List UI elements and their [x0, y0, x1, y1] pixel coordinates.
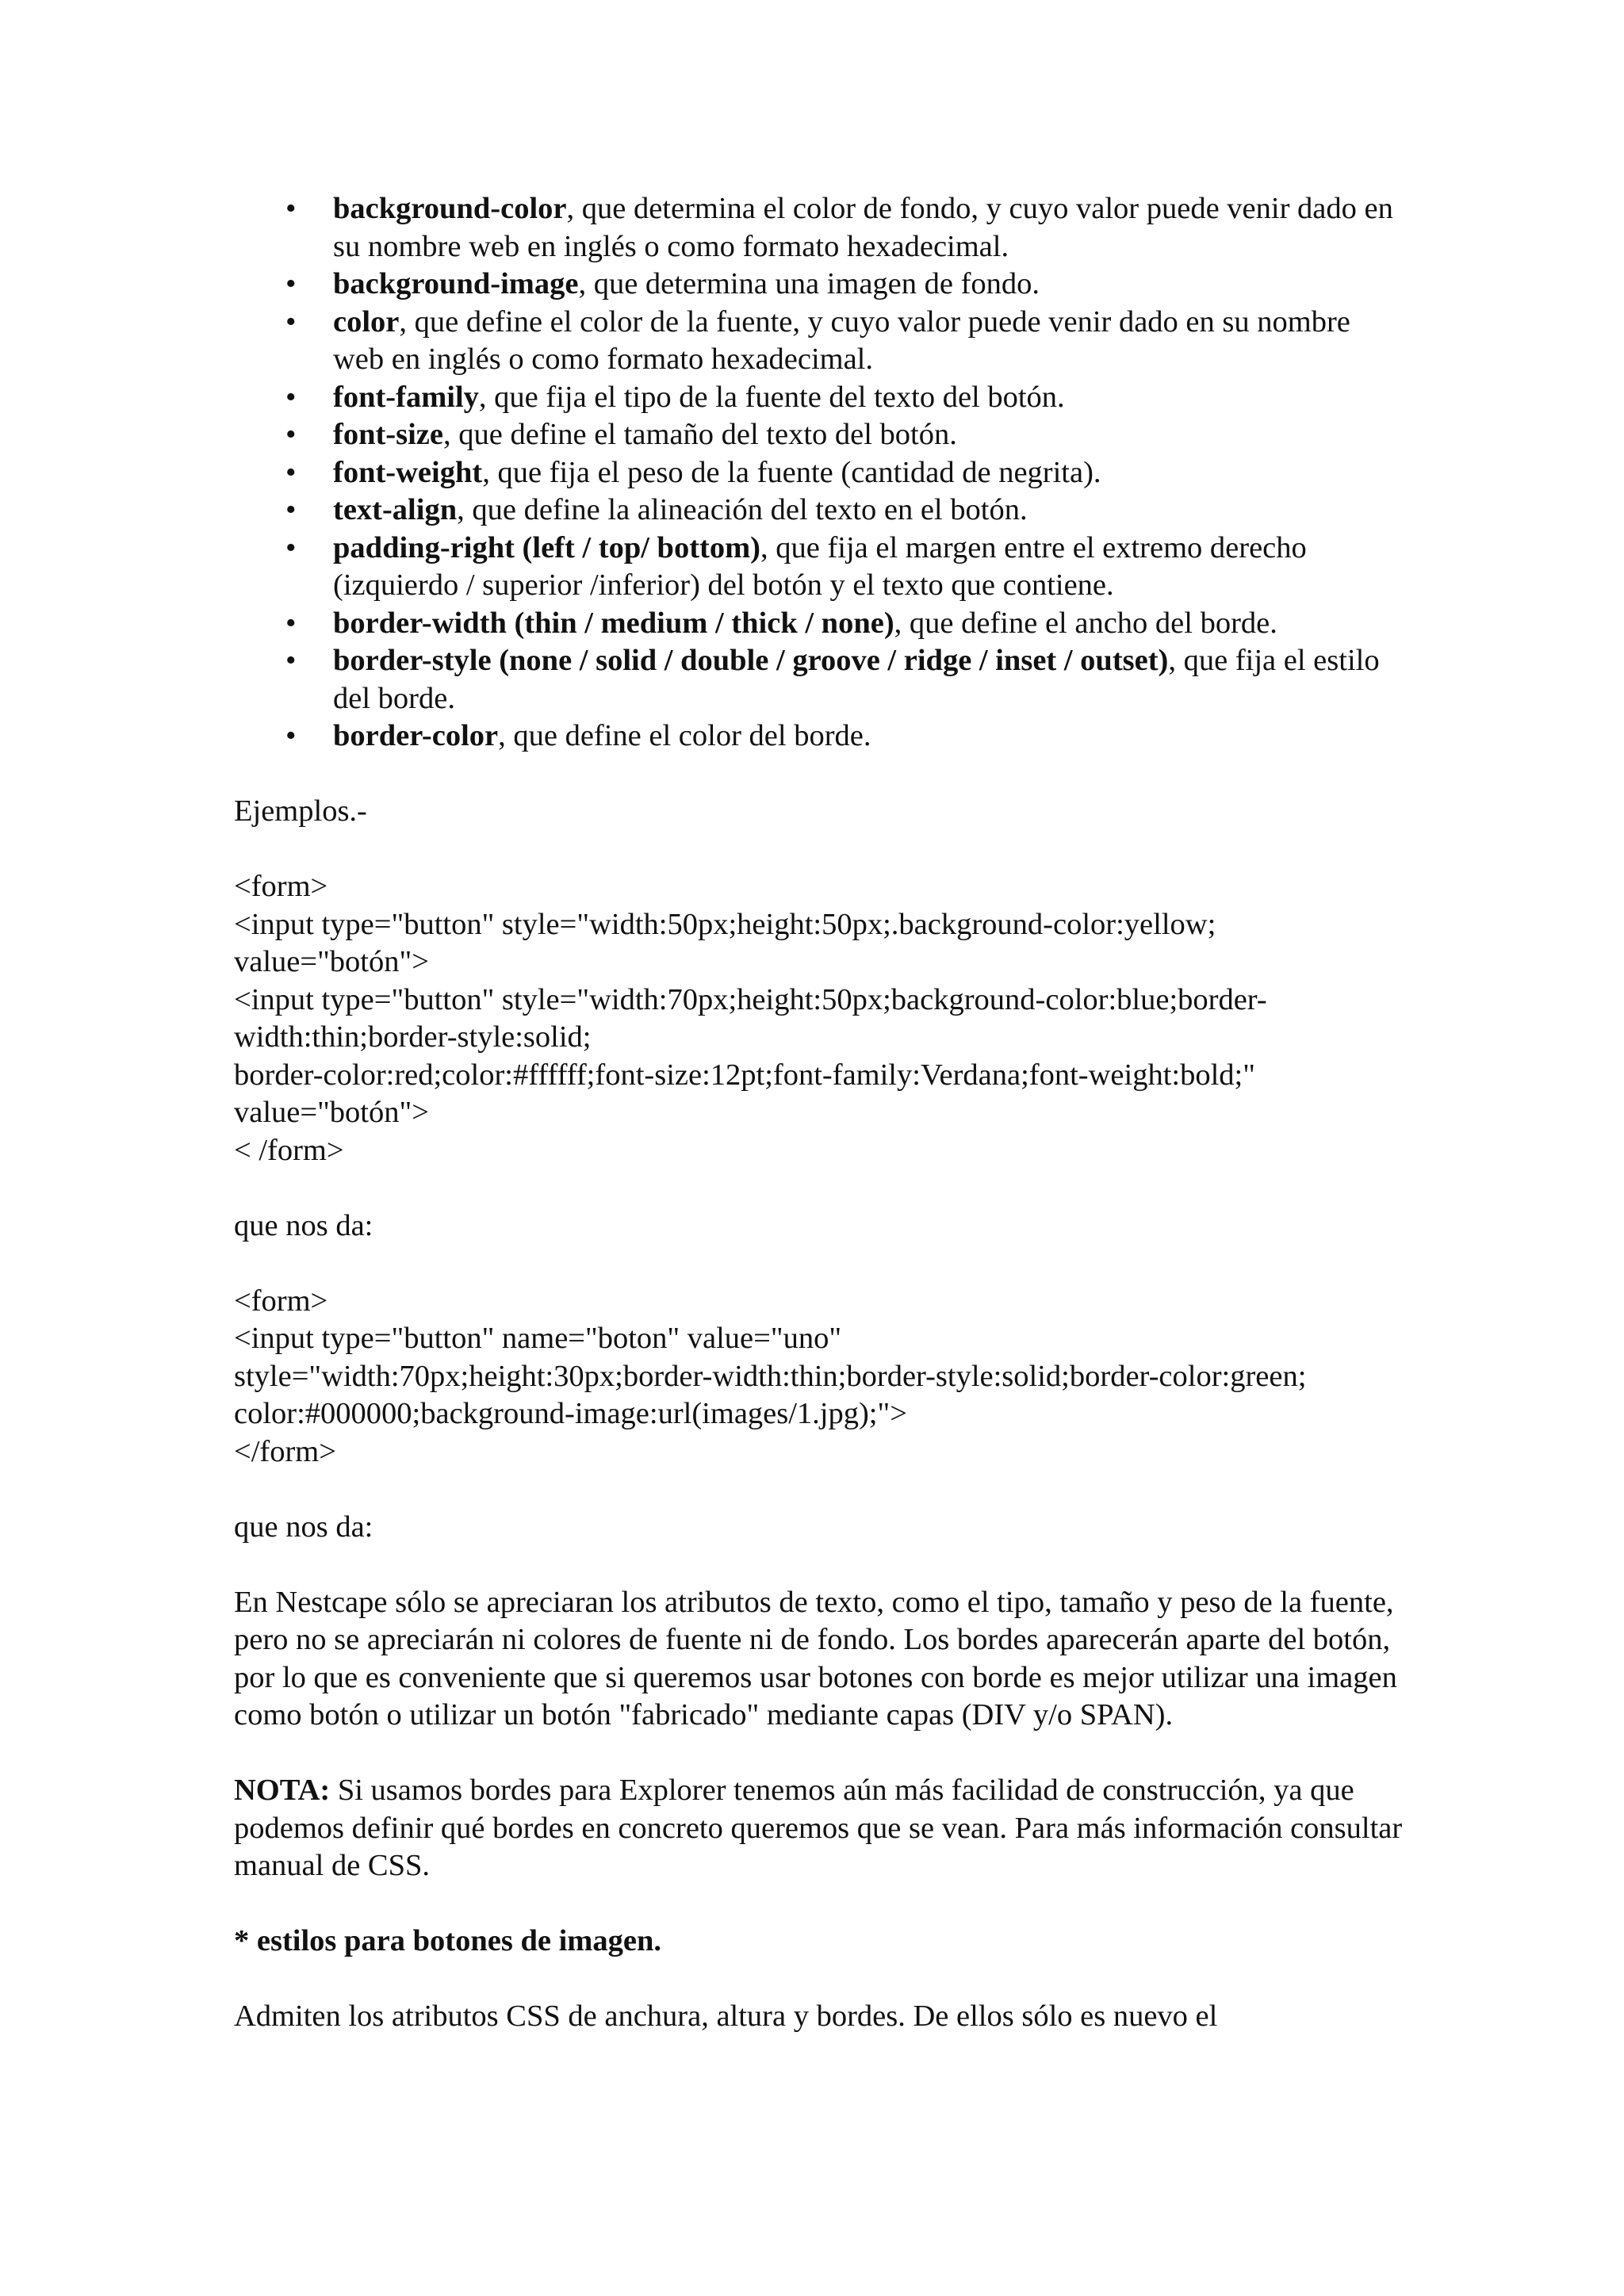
property-name: padding-right (left / top/ bottom): [333, 530, 760, 564]
property-description: , que define la alineación del texto en el botón.: [457, 493, 1028, 526]
property-name: color: [333, 304, 400, 339]
spacer: [234, 1546, 1408, 1584]
examples-heading: Ejemplos.-: [234, 794, 367, 828]
code-line: </form>: [234, 1434, 336, 1468]
netscape-paragraph: En Nestcape sólo se apreciaran los atributos de texto, como el tipo, tamaño y peso de la fuente, pero no se apreciarán ni colores de fuente ni de fondo. Los bordes aparecerán aparte del botón, por lo que es conveniente que si queremos usar botones con borde es mejor utilizar una imagen como botón o utilizar un botón "fabricado" mediante capas (DIV y/o SPAN).: [234, 1585, 1397, 1732]
list-item: [234, 492, 1408, 530]
property-description: , que fija el margen entre el extremo derecho (izquierdo / superior /inferior) del botón y el texto que contiene.: [333, 530, 1307, 602]
code-line: border-color:red;color:#ffffff;font-size:12pt;font-family:Verdana;font-weight:bold;": [234, 1058, 1255, 1092]
list-item: [234, 718, 1408, 756]
code-line: <input type="button" style="width:50px;height:50px;.background-color:yellow;: [234, 907, 1216, 941]
property-description: , que define el tamaño del texto del botón.: [442, 418, 957, 451]
property-name: background-color: [333, 192, 567, 225]
property-description: , que define el color del borde.: [498, 719, 871, 752]
last-paragraph: Admiten los atributos CSS de anchura, altura y bordes. De ellos sólo es nuevo el: [234, 1999, 1218, 2033]
section-heading: [234, 1923, 1408, 1961]
code-line: <input type="button" name="boton" value="uno": [234, 1322, 842, 1355]
property-description: , que fija el estilo del borde.: [333, 644, 1380, 715]
note-label: NOTA:: [234, 1774, 331, 1807]
property-name: text-align: [333, 493, 458, 526]
property-description: , que determina el color de fondo, y cuyo valor puede venir dado en su nombre web en inglés o como formato hexadecimal.: [333, 192, 1393, 263]
bullet-icon: •: [285, 719, 297, 752]
document-page: [234, 190, 1408, 2036]
bullet-icon: •: [285, 530, 297, 564]
bullet-icon: •: [285, 267, 297, 300]
code-example-2: [234, 1283, 1408, 1471]
list-item: [234, 190, 1408, 266]
code-line: width:thin;border-style:solid;: [234, 1020, 592, 1054]
list-item: [234, 304, 1408, 379]
bullet-icon: •: [285, 455, 297, 489]
list-item: [234, 379, 1408, 417]
spacer: [234, 1245, 1408, 1283]
property-name: border-style (none / solid / double / groove / ridge / inset / outset): [333, 644, 1169, 677]
list-item: [234, 530, 1408, 605]
property-name: font-size: [333, 418, 443, 451]
list-item: [234, 454, 1408, 492]
spacer: [234, 756, 1408, 794]
bullet-icon: •: [285, 606, 297, 640]
list-item: [234, 266, 1408, 304]
bullet-icon: •: [285, 644, 297, 677]
css-properties-list: [234, 190, 1408, 756]
bullet-icon: •: [285, 192, 297, 225]
property-name: border-width (thin / medium / thick / none): [333, 606, 894, 640]
bullet-icon: •: [285, 380, 297, 414]
code-line: <form>: [234, 1284, 328, 1318]
bullet-icon: •: [285, 304, 297, 339]
list-item: [234, 605, 1408, 643]
spacer: [234, 831, 1408, 869]
code-line: color:#000000;background-image:url(images/1.jpg);">: [234, 1397, 907, 1430]
property-name: border-color: [333, 719, 499, 752]
code-line: <form>: [234, 870, 328, 903]
code-line: <input type="button" style="width:70px;height:50px;background-color:blue;border-: [234, 982, 1267, 1016]
result-label: que nos da:: [234, 1208, 373, 1242]
property-name: font-weight: [333, 455, 483, 489]
property-description: , que fija el peso de la fuente (cantidad de negrita).: [482, 455, 1101, 489]
property-description: , que determina una imagen de fondo.: [578, 267, 1040, 300]
spacer: [234, 1471, 1408, 1509]
property-description: , que define el ancho del borde.: [894, 606, 1277, 640]
property-description: , que fija el tipo de la fuente del texto del botón.: [478, 380, 1065, 414]
result-label: que nos da:: [234, 1510, 373, 1544]
property-name: font-family: [333, 380, 479, 414]
bullet-icon: •: [285, 493, 297, 526]
code-line: < /form>: [234, 1133, 344, 1167]
property-description: , que define el color de la fuente, y cuyo valor puede venir dado en su nombre web en inglés o como formato hexadecimal.: [333, 304, 1350, 376]
spacer: [234, 1885, 1408, 1923]
section-heading-text: * estilos para botones de imagen.: [234, 1924, 661, 1957]
list-item: [234, 416, 1408, 454]
spacer: [234, 1735, 1408, 1773]
spacer: [234, 1961, 1408, 1999]
code-line: value="botón">: [234, 1096, 429, 1129]
property-name: background-image: [333, 267, 579, 300]
code-line: style="width:70px;height:30px;border-width:thin;border-style:solid;border-color:green;: [234, 1359, 1307, 1393]
note-text: Si usamos bordes para Explorer tenemos aún más facilidad de construcción, ya que podemos definir qué bordes en concreto queremos que se vean. Para más información consultar manual de CSS.: [234, 1774, 1403, 1882]
list-item: [234, 642, 1408, 718]
note-paragraph: [234, 1772, 1408, 1885]
code-example-1: [234, 868, 1408, 1169]
code-line: value="botón">: [234, 945, 429, 978]
spacer: [234, 1169, 1408, 1207]
bullet-icon: •: [285, 418, 297, 451]
